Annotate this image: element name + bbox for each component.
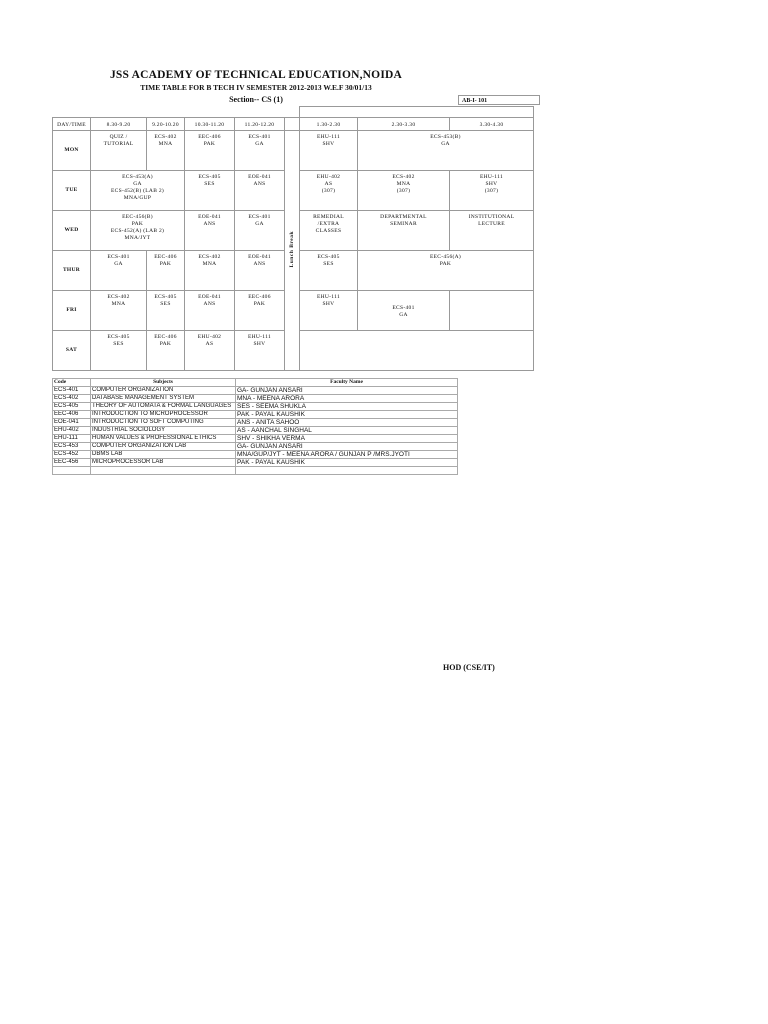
legend-row	[53, 435, 458, 443]
legend-fac: PAK - PAYAL KAUSHIK	[236, 459, 458, 467]
day-label: FRI	[53, 291, 91, 331]
class-cell: ECS-402 MNA	[91, 291, 147, 331]
legend-fac: SHV - SHIKHA VERMA	[236, 435, 458, 443]
legend-header: Code	[53, 379, 91, 387]
class-cell: EEC-456(B) PAK ECS-452(A) (LAB 2) MNA/JYT	[91, 211, 185, 251]
class-cell: EOE-041 ANS	[185, 291, 235, 331]
legend-subject: HUMAN VALUES & PROFESSIONAL ETHICS	[91, 435, 236, 443]
class-cell: EOE-041 ANS	[235, 171, 285, 211]
lunch-header-cell	[285, 118, 300, 131]
legend-row	[53, 427, 458, 435]
class-cell: EEC-406 PAK	[235, 291, 285, 331]
legend-code	[53, 467, 91, 475]
legend-subject: DATABASE MANAGEMENT SYSTEM	[91, 395, 236, 403]
class-cell: EHU-111 SHV	[300, 291, 358, 331]
legend-row	[53, 411, 458, 419]
legend-code: ECS-402	[53, 395, 91, 403]
day-label: THUR	[53, 251, 91, 291]
class-cell: EHU-111 SHV (307)	[450, 171, 534, 211]
class-cell: ECS-401 GA	[358, 291, 450, 331]
time-slot: 1.30-2.30	[300, 118, 358, 131]
legend-row	[53, 467, 458, 475]
legend-code: EHU-402	[53, 427, 91, 435]
legend-subject: MICROPROCESSOR LAB	[91, 459, 236, 467]
class-cell: ECS-402 MNA	[147, 131, 185, 171]
legend-subject: COMPUTER ORGANIZATION LAB	[91, 443, 236, 451]
college-title: JSS ACADEMY OF TECHNICAL EDUCATION,NOIDA	[109, 69, 403, 81]
day-row-mon	[53, 131, 534, 171]
time-slot: 11.20-12.20	[235, 118, 285, 131]
class-cell: ECS-401 GA	[91, 251, 147, 291]
legend-row	[53, 419, 458, 427]
legend-row	[53, 459, 458, 467]
class-cell: EHU-402 AS	[185, 331, 235, 371]
legend-fac	[236, 467, 458, 475]
class-cell: INSTITUTIONAL LECTURE	[450, 211, 534, 251]
class-cell: REMEDIAL /EXTRA CLASSES	[300, 211, 358, 251]
legend-fac: GA- GUNJAN ANSARI	[236, 387, 458, 395]
legend-subject: INDUSTRIAL SOCIOLOGY	[91, 427, 236, 435]
legend-code: EEC-456	[53, 459, 91, 467]
day-label: TUE	[53, 171, 91, 211]
class-cell: ECS-401 GA	[235, 131, 285, 171]
legend-fac: MNA - MEENA ARORA	[236, 395, 458, 403]
class-cell: EOE-041 ANS	[185, 211, 235, 251]
legend-row	[53, 451, 458, 459]
class-cell: ECS-402 MNA (307)	[358, 171, 450, 211]
time-slot: 2.30-3.30	[358, 118, 450, 131]
class-cell	[300, 331, 534, 371]
corner-cell: DAY/TIME	[53, 118, 91, 131]
time-header-row	[53, 118, 534, 131]
class-cell: EEC-406 PAK	[147, 331, 185, 371]
class-cell: EEC-456(A) PAK	[358, 251, 534, 291]
day-label: SAT	[53, 331, 91, 371]
legend-subject: THEORY OF AUTOMATA & FORMAL LANGUAGES	[91, 403, 236, 411]
hod-signature-label: HOD (CSE/IT)	[443, 663, 495, 672]
legend-code: EOE-041	[53, 419, 91, 427]
time-slot: 3.30-4.30	[450, 118, 534, 131]
timetable-subtitle: TIME TABLE FOR B TECH IV SEMESTER 2012-2013 W.E.F 30/01/13	[140, 83, 372, 92]
lunch-break-label: Lunch Break	[288, 230, 295, 268]
legend-code: ECS-453	[53, 443, 91, 451]
class-cell: ECS-401 GA	[235, 211, 285, 251]
legend-fac: GA- GUNJAN ANSARI	[236, 443, 458, 451]
day-label: MON	[53, 131, 91, 171]
class-cell: EHU-402 AS (307)	[300, 171, 358, 211]
legend-fac: ANS - ANITA SAHOO	[236, 419, 458, 427]
class-cell: ECS-405 SES	[91, 331, 147, 371]
class-cell: EEC-406 PAK	[147, 251, 185, 291]
legend-fac: MNA/GUP/JYT - MEENA ARORA / GUNJAN P /MRS.JYOTI	[236, 451, 458, 459]
class-cell: ECS-405 SES	[300, 251, 358, 291]
class-cell: ECS-405 SES	[185, 171, 235, 211]
legend-fac: AS - AANCHAL SINGHAL	[236, 427, 458, 435]
legend-fac: PAK - PAYAL KAUSHIK	[236, 411, 458, 419]
legend-header: Faculty Name	[236, 379, 458, 387]
class-cell: EHU-111 SHV	[235, 331, 285, 371]
time-slot: 8.30-9.20	[91, 118, 147, 131]
legend-row	[53, 387, 458, 395]
legend-row	[53, 395, 458, 403]
section-label: Section-- CS (1)	[229, 95, 283, 104]
legend-code: ECS-401	[53, 387, 91, 395]
legend-subject	[91, 467, 236, 475]
time-slot: 10.30-11.20	[185, 118, 235, 131]
class-cell: ECS-453(A) GA ECS-452(B) (LAB 2) MNA/GUP	[91, 171, 185, 211]
class-cell: DEPARTMENTAL SEMINAR	[358, 211, 450, 251]
legend-code: EHU-111	[53, 435, 91, 443]
legend-subject: DBMS LAB	[91, 451, 236, 459]
class-cell: EHU-111 SHV	[300, 131, 358, 171]
class-cell: EOE-041 ANS	[235, 251, 285, 291]
legend-row	[53, 403, 458, 411]
legend-subject: INTRODUCTION TO MICROPROCESSOR	[91, 411, 236, 419]
subject-legend	[52, 378, 458, 475]
class-cell: QUIZ / TUTORIAL	[91, 131, 147, 171]
class-cell	[450, 291, 534, 331]
legend-code: ECS-452	[53, 451, 91, 459]
legend-row	[53, 443, 458, 451]
day-label: WED	[53, 211, 91, 251]
legend-subject: INTRODUCTION TO SOFT COMPUTING	[91, 419, 236, 427]
lunch-break-column	[285, 131, 300, 371]
legend-code: EEC-406	[53, 411, 91, 419]
class-cell: EEC-406 PAK	[185, 131, 235, 171]
legend-fac: SES - SEEMA SHUKLA	[236, 403, 458, 411]
timetable	[52, 106, 534, 371]
legend-header: Subjects	[91, 379, 236, 387]
legend-subject: COMPUTER ORGANIZATION	[91, 387, 236, 395]
class-cell: ECS-453(B) GA	[358, 131, 534, 171]
room-label: AB-I- 101	[458, 95, 540, 105]
time-slot: 9.20-10.20	[147, 118, 185, 131]
legend-header-row	[53, 379, 458, 387]
legend-code: ECS-405	[53, 403, 91, 411]
class-cell: ECS-402 MNA	[185, 251, 235, 291]
class-cell: ECS-405 SES	[147, 291, 185, 331]
